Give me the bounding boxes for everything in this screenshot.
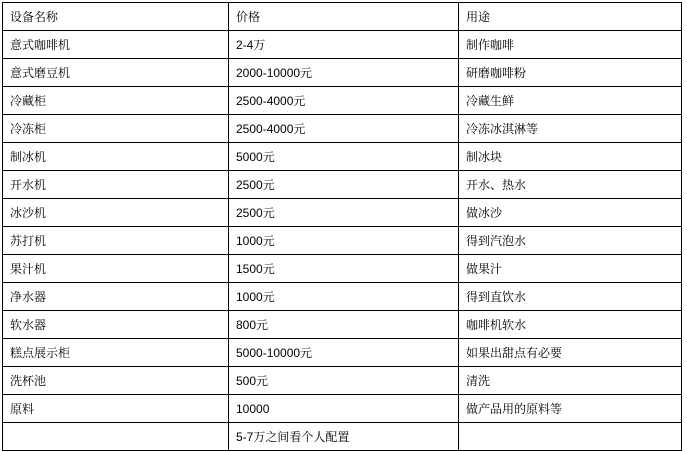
cell-equipment-name: 意式咖啡机 [3,31,229,59]
cell-use: 得到直饮水 [459,283,682,311]
cell-price: 2-4万 [229,31,459,59]
cell-price: 1000元 [229,227,459,255]
column-header-equipment-name: 设备名称 [3,3,229,31]
table-row [3,31,682,59]
cell-use: 清洗 [459,367,682,395]
cell-price: 2500-4000元 [229,115,459,143]
cell-price: 500元 [229,367,459,395]
table-row [3,115,682,143]
table-row [3,87,682,115]
table-row [3,255,682,283]
cell-equipment-name: 冰沙机 [3,199,229,227]
cell-use: 如果出甜点有必要 [459,339,682,367]
cell-equipment-name: 洗杯池 [3,367,229,395]
cell-equipment-name: 糕点展示柜 [3,339,229,367]
header-row [3,3,682,31]
table-row [3,199,682,227]
table-row [3,283,682,311]
cell-equipment-name: 苏打机 [3,227,229,255]
cell-equipment-name: 果汁机 [3,255,229,283]
cell-use: 做冰沙 [459,199,682,227]
cell-use: 冷冻冰淇淋等 [459,115,682,143]
table-row [3,143,682,171]
cell-use: 咖啡机软水 [459,311,682,339]
equipment-price-table [2,2,682,451]
cell-equipment-name: 制冰机 [3,143,229,171]
cell-use: 做产品用的原料等 [459,395,682,423]
cell-use: 得到汽泡水 [459,227,682,255]
cell-price: 2500-4000元 [229,87,459,115]
cell-price: 2500元 [229,171,459,199]
cell-use: 开水、热水 [459,171,682,199]
cell-price: 10000 [229,395,459,423]
table-row [3,423,682,451]
cell-use: 制作咖啡 [459,31,682,59]
cell-equipment-name: 原料 [3,395,229,423]
cell-use: 研磨咖啡粉 [459,59,682,87]
cell-equipment-name: 冷藏柜 [3,87,229,115]
cell-use: 做果汁 [459,255,682,283]
table-row [3,395,682,423]
table-row [3,311,682,339]
table-row [3,339,682,367]
cell-price: 1000元 [229,283,459,311]
column-header-use: 用途 [459,3,682,31]
cell-price: 2000-10000元 [229,59,459,87]
cell-use [459,423,682,451]
table-row [3,367,682,395]
cell-equipment-name [3,423,229,451]
column-header-price: 价格 [229,3,459,31]
cell-price: 1500元 [229,255,459,283]
cell-price: 5000元 [229,143,459,171]
table-row [3,171,682,199]
cell-equipment-name: 开水机 [3,171,229,199]
cell-equipment-name: 净水器 [3,283,229,311]
cell-price: 2500元 [229,199,459,227]
table-row [3,59,682,87]
cell-equipment-name: 软水器 [3,311,229,339]
cell-price: 800元 [229,311,459,339]
table-row [3,227,682,255]
cell-use: 制冰块 [459,143,682,171]
cell-equipment-name: 冷冻柜 [3,115,229,143]
cell-price: 5-7万之间看个人配置 [229,423,459,451]
cell-equipment-name: 意式磨豆机 [3,59,229,87]
cell-use: 冷藏生鲜 [459,87,682,115]
cell-price: 5000-10000元 [229,339,459,367]
